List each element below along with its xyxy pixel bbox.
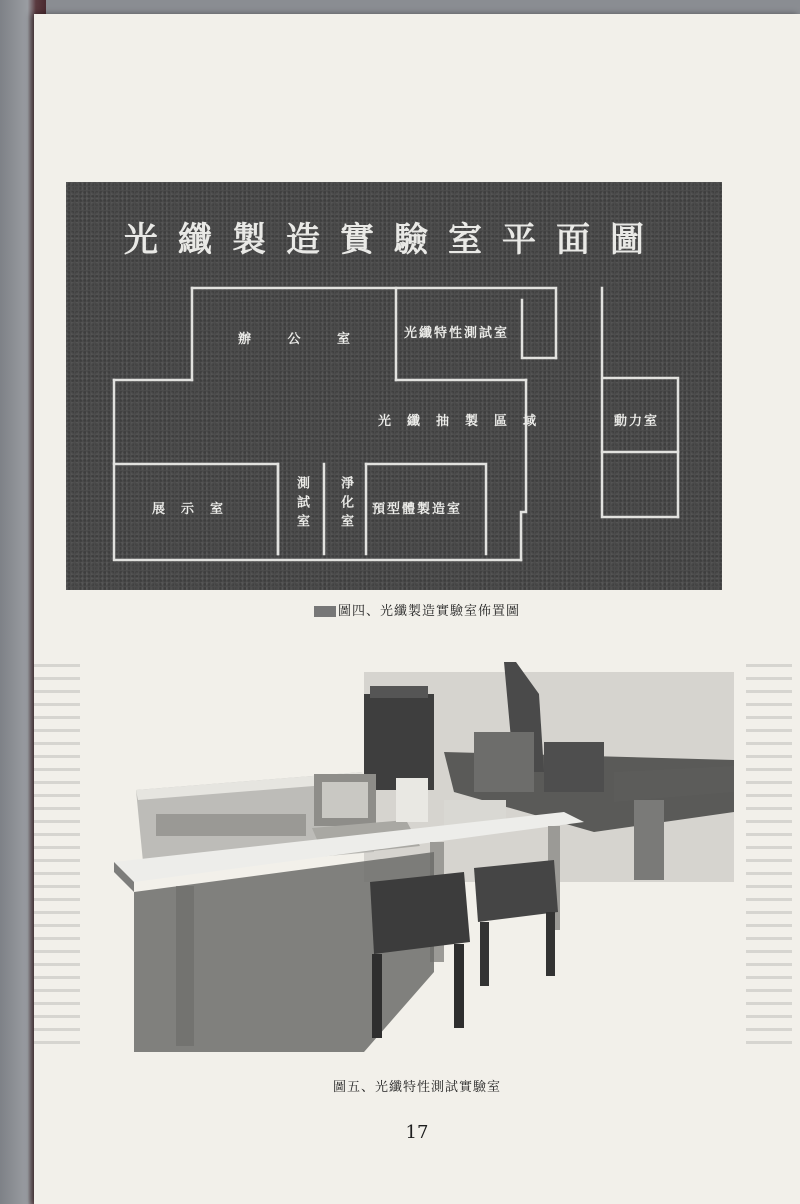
room-fiber-test: 光纖特性測試室 [404, 326, 510, 341]
room-display: 展示室 [152, 502, 240, 517]
room-power: 動力室 [614, 414, 660, 429]
room-test: 測試室 [294, 476, 309, 533]
room-preform: 預型體製造室 [372, 502, 463, 517]
lab-equipment-illustration [74, 642, 734, 1062]
figure5-caption: 圖五、光纖特性測試實驗室 [332, 1080, 501, 1095]
page-number: 17 [405, 1122, 429, 1143]
caption-smudge [314, 606, 336, 617]
figure4-caption [34, 600, 800, 619]
floor-plan-photo [66, 182, 722, 590]
plan-title: 光纖製造實驗室平面圖 [124, 220, 664, 260]
room-office: 辦 公 室 [238, 332, 367, 347]
document-page [34, 14, 800, 1204]
room-fiber-drawing: 光纖抽製區域 [378, 414, 553, 429]
figure4-caption-text: 圖四、光纖製造實驗室佈置圖 [337, 604, 520, 619]
lab-equipment-photo [74, 642, 734, 1062]
room-clean: 淨化室 [338, 476, 353, 533]
bleed-through-right [746, 654, 792, 1054]
